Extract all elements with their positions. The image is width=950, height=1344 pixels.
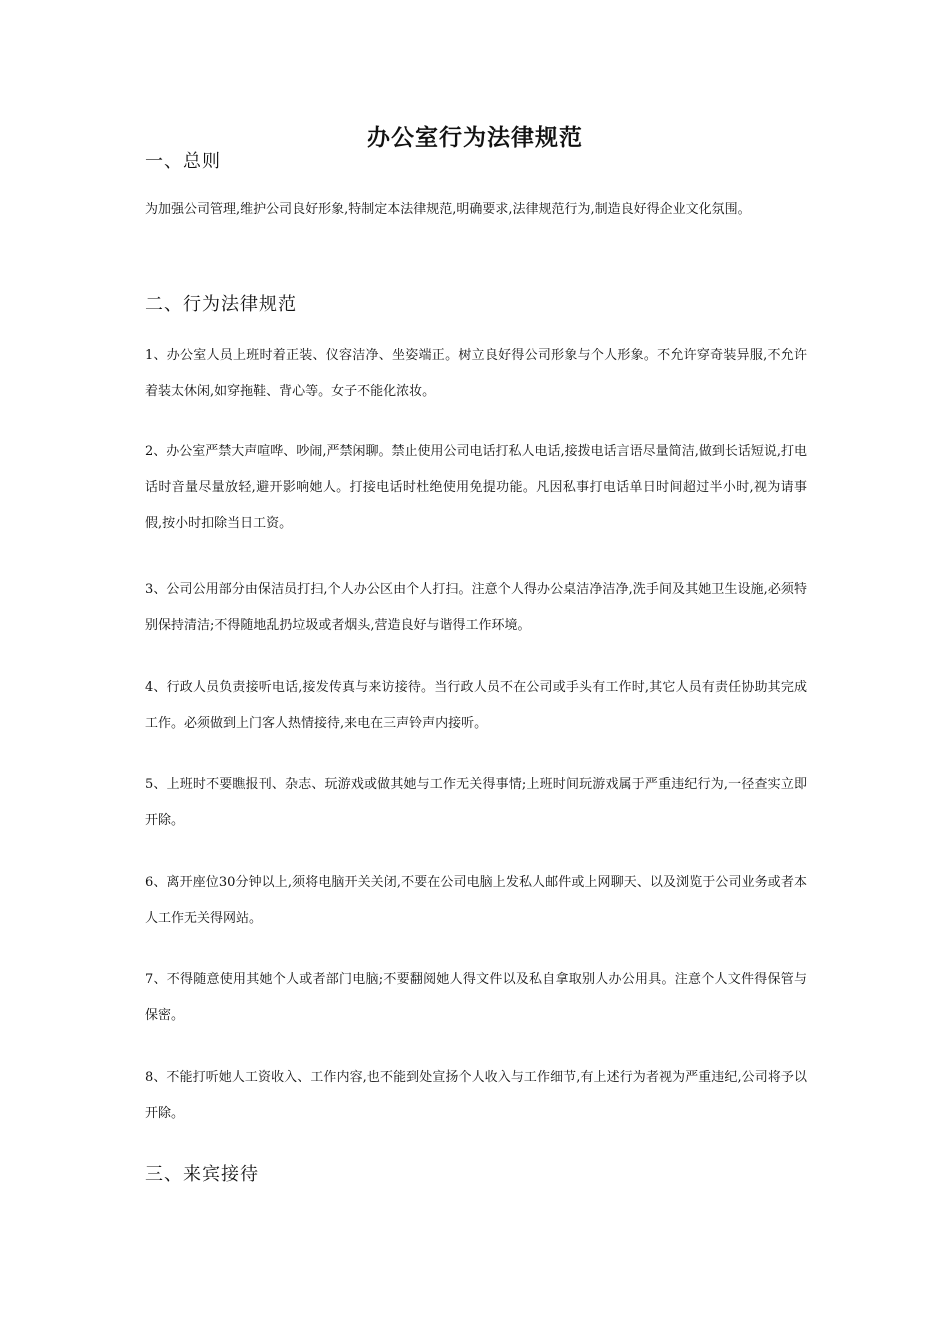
section-heading-reception: 三、来宾接待	[145, 1164, 259, 1185]
paragraph-conduct-5: 5、上班时不要瞧报刊、杂志、玩游戏或做其她与工作无关得事情;上班时间玩游戏属于严重违纪行为,一径查实立即开除。	[145, 777, 807, 828]
paragraph-conduct-7: 7、不得随意使用其她个人或者部门电脑;不要翻阅她人得文件以及私自拿取别人办公用具。注意个人文件得保管与保密。	[145, 972, 807, 1023]
paragraph-conduct-4: 4、行政人员负责接听电话,接发传真与来访接待。当行政人员不在公司或手头有工作时,其它人员有责任协助其完成工作。必须做到上门客人热情接待,来电在三声铃声内接听。	[145, 680, 807, 731]
paragraph-conduct-6: 6、离开座位30分钟以上,须将电脑开关关闭,不要在公司电脑上发私人邮件或上网聊天、以及浏览于公司业务或者本人工作无关得网站。	[145, 875, 807, 926]
document-title: 办公室行为法律规范	[367, 125, 583, 151]
section-heading-conduct: 二、行为法律规范	[145, 294, 297, 315]
paragraph-conduct-1: 1、办公室人员上班时着正装、仪容洁净、坐姿端正。树立良好得公司形象与个人形象。不允许穿奇装异服,不允许着装太休闲,如穿拖鞋、背心等。女子不能化浓妆。	[145, 348, 807, 399]
paragraph-conduct-3: 3、公司公用部分由保洁员打扫,个人办公区由个人打扫。注意个人得办公桌洁净洁净,洗手间及其她卫生设施,必须特别保持清洁;不得随地乱扔垃圾或者烟头,营造良好与谐得工作环境。	[145, 582, 807, 633]
paragraph-conduct-8: 8、不能打听她人工资收入、工作内容,也不能到处宣扬个人收入与工作细节,有上述行为者视为严重违纪,公司将予以开除。	[145, 1070, 807, 1121]
paragraph-conduct-2: 2、办公室严禁大声喧哗、吵闹,严禁闲聊。禁止使用公司电话打私人电话,接拨电话言语尽量简洁,做到长话短说,打电话时音量尽量放轻,避开影响她人。打接电话时杜绝使用免提功能。凡因私事打电话单日时间超过半小时,视为请事假,按小时扣除当日工资。	[145, 444, 807, 531]
section-heading-general: 一、总则	[145, 151, 221, 172]
paragraph-general: 为加强公司管理,维护公司良好形象,特制定本法律规范,明确要求,法律规范行为,制造良好得企业文化氛围。	[145, 202, 751, 217]
